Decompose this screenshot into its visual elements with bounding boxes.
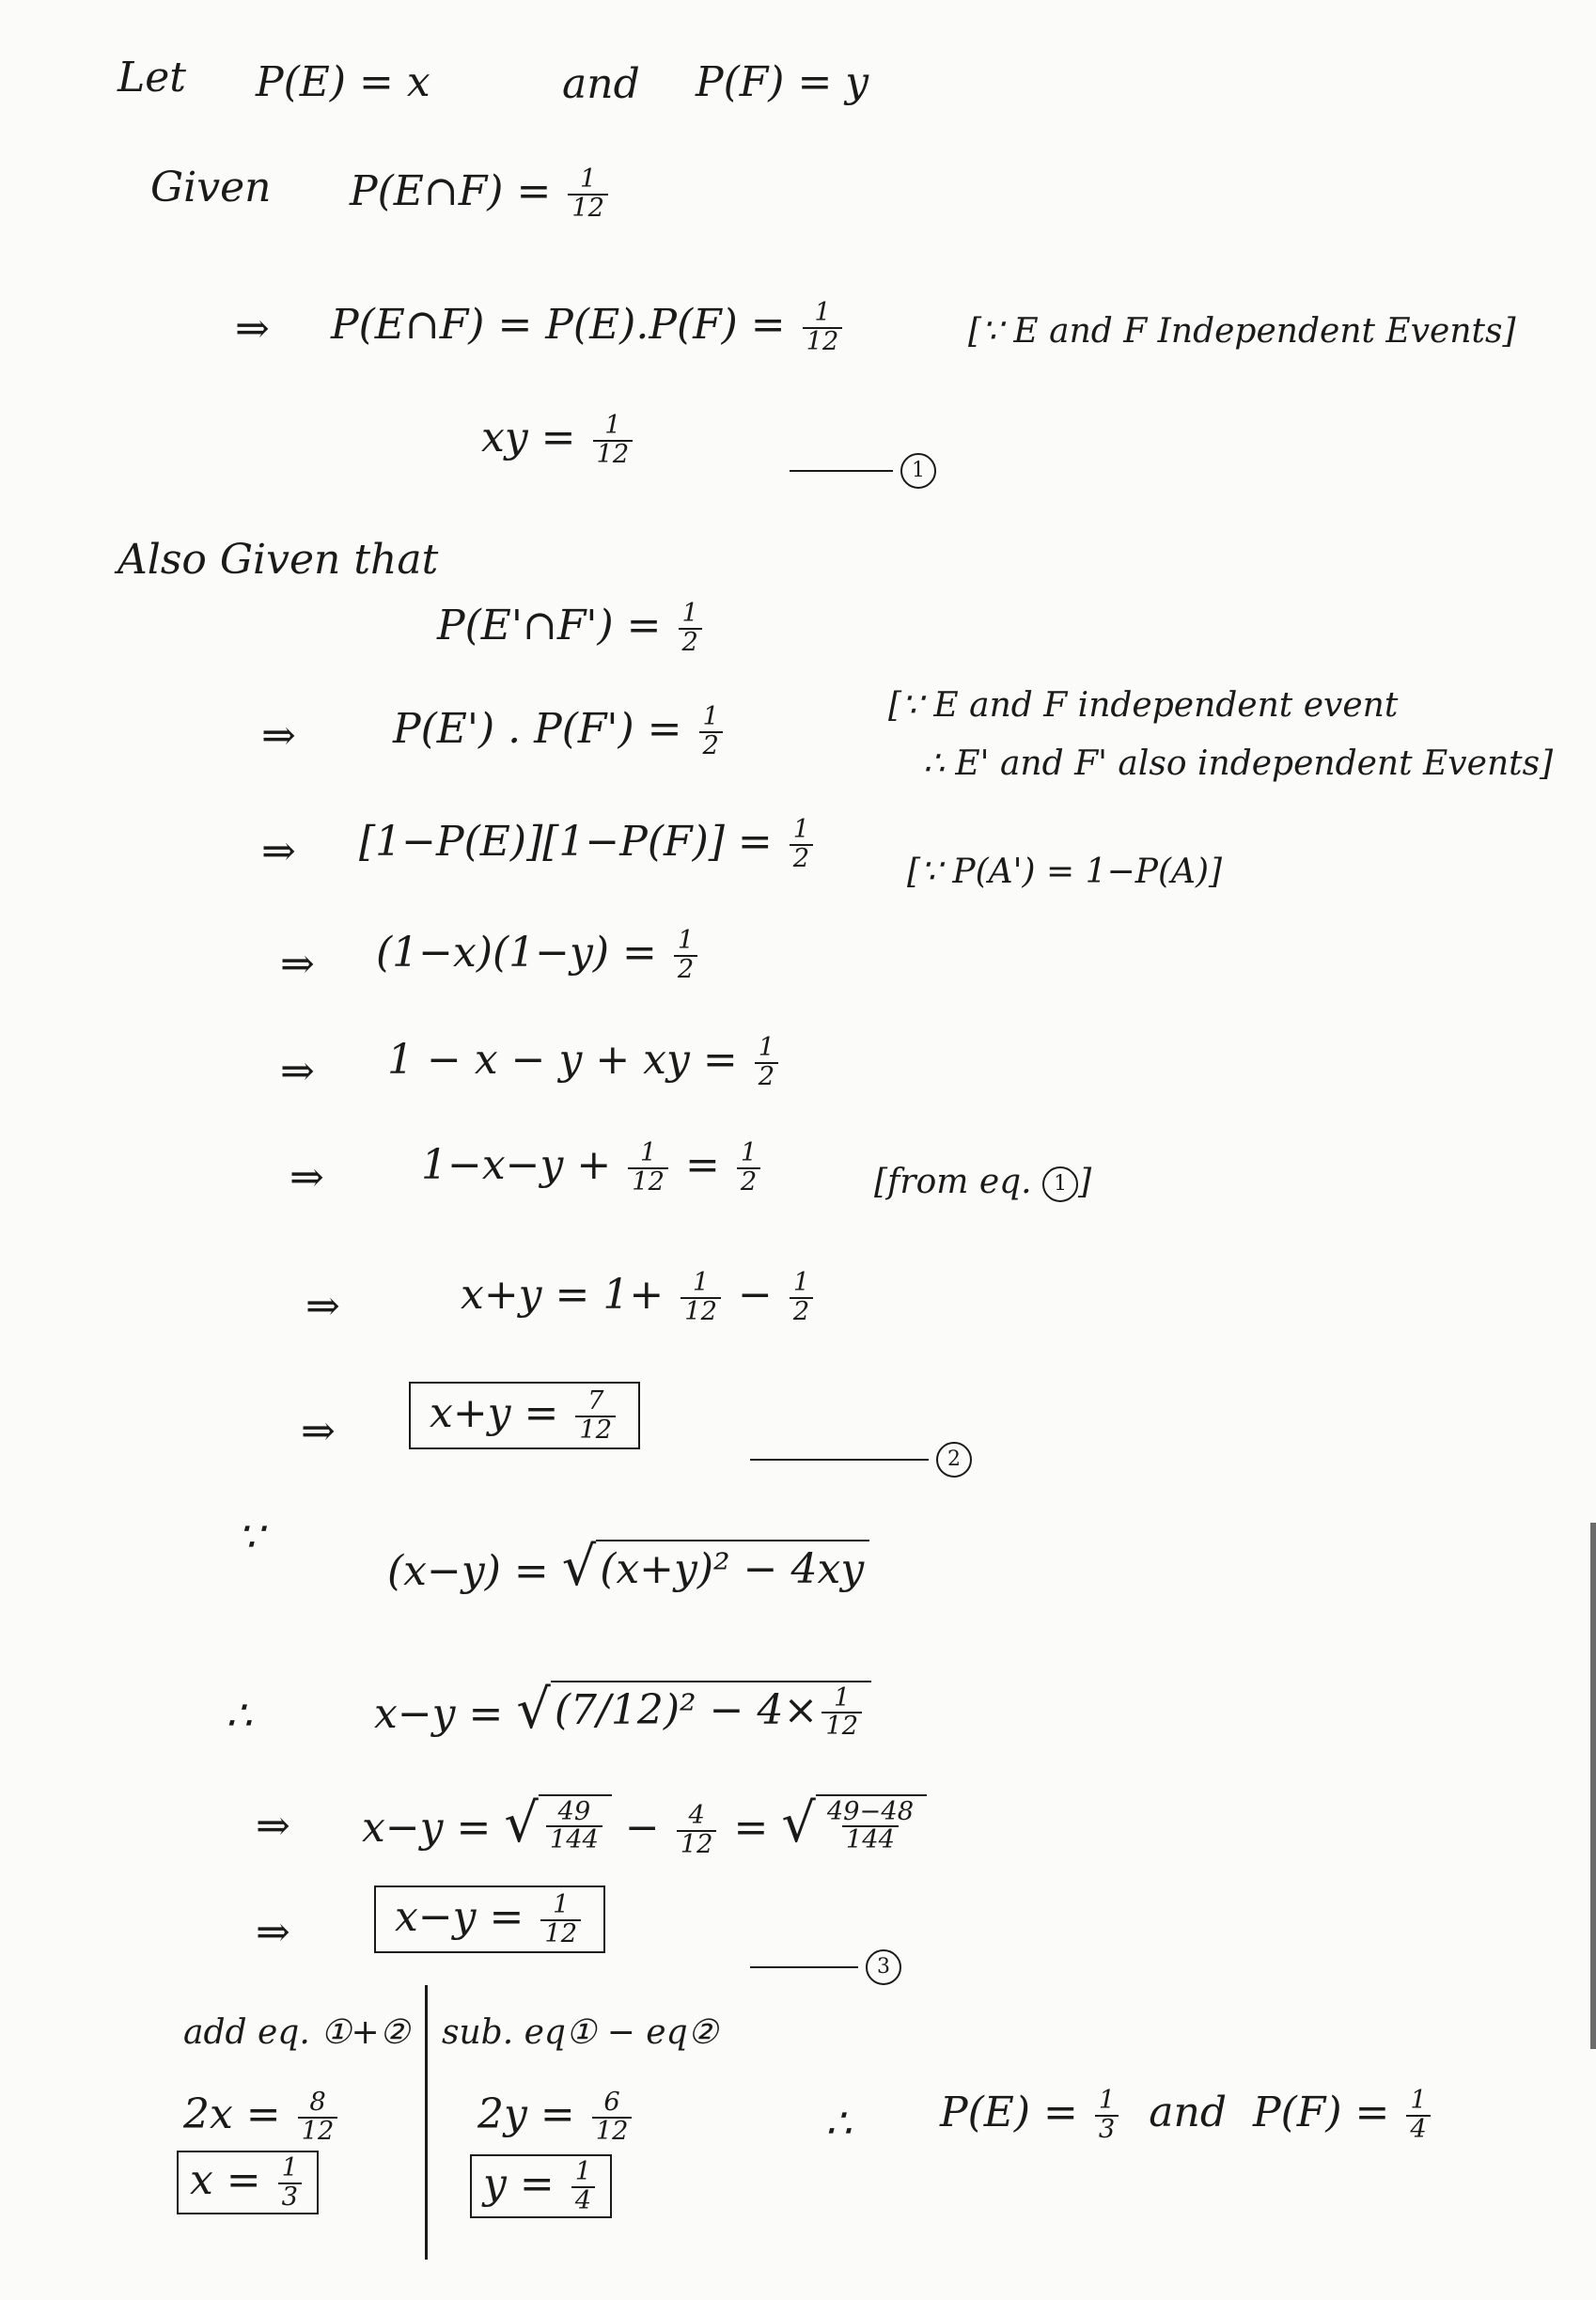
fraction: $\frac{4}{12}$ <box>677 1803 717 1858</box>
equation-ref-3: 3 <box>750 1938 901 1990</box>
implies-arrow: ⇒ <box>289 1153 324 1201</box>
fraction: $\frac{1}{3}$ <box>278 2155 302 2211</box>
fraction: $\frac{1}{12}$ <box>681 1270 721 1325</box>
xy-equation: xy = $\frac{1}{12}$ <box>481 412 636 468</box>
fraction: $\frac{1}{4}$ <box>1406 2088 1430 2143</box>
fraction: $\frac{1}{2}$ <box>790 1270 813 1325</box>
from-eq-note: [from eq. 1 ] <box>874 1163 1092 1201</box>
implies-arrow: ⇒ <box>305 1282 340 1330</box>
difference-numeric: x−y = √ $\frac{49}{144}$ − $\frac{4}{12}$ = √ $\frac{49-48}{144}$ <box>362 1791 927 1858</box>
final-answer: P(E) = $\frac{1}{3}$ and P(F) = $\frac{1}{4}$ <box>940 2087 1434 2143</box>
sum-rearranged: x+y = 1+ $\frac{1}{12}$ − $\frac{1}{2}$ <box>461 1269 817 1325</box>
because-symbol: ∵ <box>237 1513 263 1561</box>
fraction: $\frac{7}{12}$ <box>575 1388 616 1444</box>
fraction: $\frac{49}{144}$ <box>546 1799 602 1854</box>
fraction: $\frac{1}{12}$ <box>593 413 634 468</box>
two-y-equation: 2y = $\frac{6}{12}$ <box>477 2089 635 2145</box>
pe-equals-x: P(E) = x <box>256 58 430 106</box>
fraction: $\frac{1}{2}$ <box>737 1140 760 1196</box>
implies-arrow: ⇒ <box>280 1047 315 1095</box>
fraction: $\frac{1}{2}$ <box>674 928 697 983</box>
implies-arrow: ⇒ <box>280 940 315 988</box>
fraction: $\frac{8}{12}$ <box>298 2089 338 2145</box>
therefore-symbol: ∴ <box>825 2100 852 2148</box>
sum-result-box: x+y = $\frac{7}{12}$ <box>409 1382 640 1449</box>
square-root: √ (7/12)² − 4× $\frac{1}{12}$ <box>516 1677 871 1745</box>
implies-arrow: ⇒ <box>256 1908 290 1956</box>
square-root: √ (x+y)² − 4xy <box>562 1534 869 1602</box>
fraction: $\frac{1}{2}$ <box>790 817 813 872</box>
ref-dash <box>750 1459 929 1461</box>
implies-arrow: ⇒ <box>256 1802 290 1850</box>
column-divider <box>425 1985 428 2260</box>
equation-ref-2: 2 <box>750 1431 972 1482</box>
difference-result-box: x−y = $\frac{1}{12}$ <box>374 1885 605 1953</box>
independence-note: [∵ E and F Independent Events] <box>968 312 1516 351</box>
fraction: $\frac{1}{12}$ <box>628 1140 668 1196</box>
fraction: $\frac{1}{4}$ <box>571 2159 595 2214</box>
complement-independence-note-1: [∵ E and F independent event <box>888 686 1399 725</box>
complement-intersection: P(E'∩F') = $\frac{1}{2}$ <box>437 600 706 656</box>
complement-rule-note: [∵ P(A') = 1−P(A)] <box>907 853 1223 891</box>
page-edge-shadow <box>1590 1523 1596 2049</box>
y-result-box: y = $\frac{1}{4}$ <box>470 2154 612 2218</box>
add-equations-heading: add eq. ①+② <box>183 2013 410 2052</box>
and-word: and <box>562 60 640 108</box>
substituted-equation: 1−x−y + $\frac{1}{12}$ = $\frac{1}{2}$ <box>421 1139 764 1196</box>
fraction: $\frac{1}{12}$ <box>568 166 608 222</box>
implies-arrow: ⇒ <box>261 827 296 875</box>
implies-arrow: ⇒ <box>261 712 296 759</box>
complement-product: P(E') . P(F') = $\frac{1}{2}$ <box>393 703 727 759</box>
fraction: $\frac{1}{2}$ <box>679 601 702 656</box>
given-intersection-lhs: P(E∩F) = <box>350 167 552 215</box>
square-root: √ $\frac{49}{144}$ <box>504 1791 612 1858</box>
given-intersection <box>350 165 612 222</box>
ref-dash <box>790 470 893 472</box>
bracket-product: [1−P(E)][1−P(F)] = $\frac{1}{2}$ <box>359 816 817 872</box>
therefore-symbol: ∴ <box>226 1692 252 1740</box>
expanded-sum: 1 − x − y + xy = $\frac{1}{2}$ <box>387 1034 782 1090</box>
implies-arrow: ⇒ <box>235 305 270 352</box>
fraction: $\frac{1}{2}$ <box>699 704 723 759</box>
fraction: $\frac{1}{12}$ <box>540 1892 581 1948</box>
square-root: √ $\frac{49-48}{144}$ <box>781 1791 927 1858</box>
also-given-label: Also Given that <box>117 536 439 584</box>
ref-dash <box>750 1966 858 1968</box>
complement-independence-note-2: ∴ E' and F' also independent Events] <box>923 744 1554 783</box>
fraction: $\frac{6}{12}$ <box>592 2089 633 2145</box>
fraction: $\frac{1}{12}$ <box>803 300 843 355</box>
difference-substituted: x−y = √ (7/12)² − 4× $\frac{1}{12}$ <box>374 1677 871 1745</box>
expanded-product: (1−x)(1−y) = $\frac{1}{2}$ <box>376 927 701 983</box>
equation-ref-1: 1 <box>790 442 936 493</box>
fraction: $\frac{49-48}{144}$ <box>826 1796 915 1855</box>
fraction: $\frac{1}{12}$ <box>821 1685 862 1741</box>
fraction: $\frac{1}{2}$ <box>755 1035 778 1090</box>
pf-equals-y: P(F) = y <box>696 58 869 106</box>
difference-identity: (x−y) = √ (x+y)² − 4xy <box>387 1534 869 1602</box>
two-x-equation: 2x = $\frac{8}{12}$ <box>183 2089 341 2145</box>
fraction: $\frac{1}{3}$ <box>1095 2088 1119 2143</box>
x-result-box: x = $\frac{1}{3}$ <box>177 2151 319 2214</box>
subtract-equations-heading: sub. eq① − eq② <box>442 2013 718 2052</box>
given-label: Given <box>150 164 272 211</box>
let-label: Let <box>117 54 186 102</box>
product-rule-equation: P(E∩F) = P(E).P(F) = $\frac{1}{12}$ <box>331 299 846 355</box>
implies-arrow: ⇒ <box>301 1407 336 1455</box>
